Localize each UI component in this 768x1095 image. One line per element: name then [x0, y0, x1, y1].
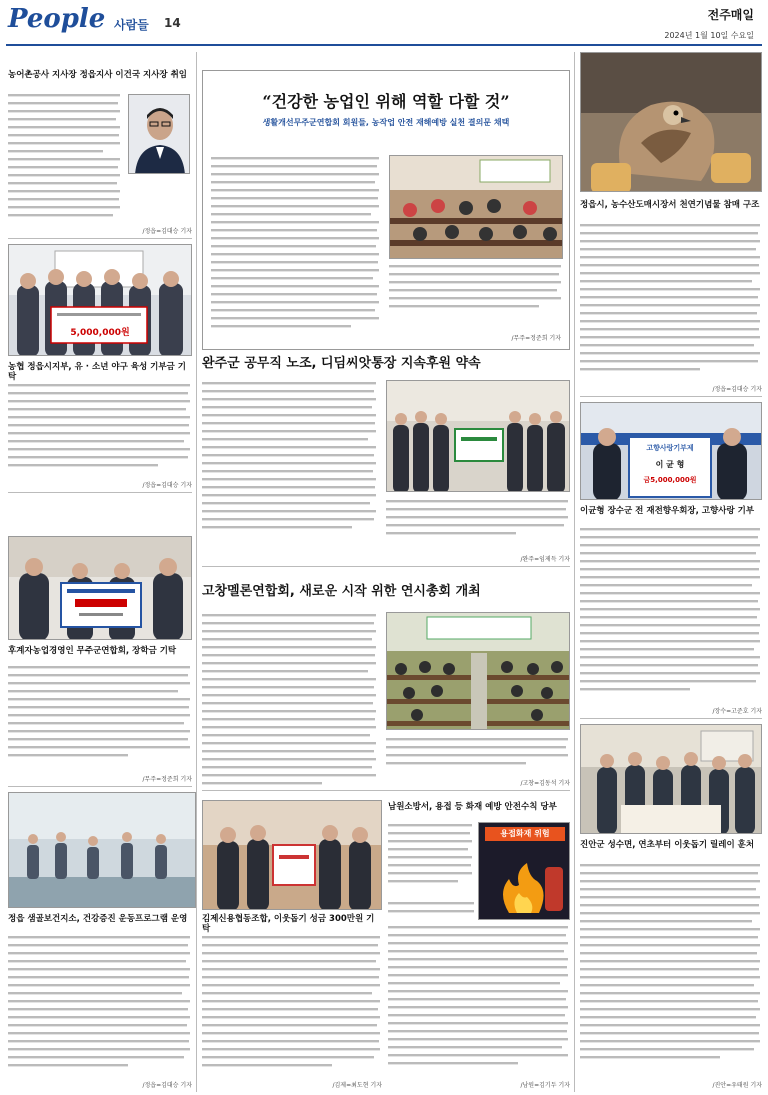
meeting-photo: [387, 613, 570, 730]
byline: /정읍=김대승 기자: [142, 482, 192, 489]
divider: [8, 492, 192, 493]
group-photo: [203, 801, 382, 910]
article-jeongeup-director: [8, 70, 192, 80]
article-body: [580, 526, 762, 704]
text-lines: [211, 155, 381, 340]
text-lines: [389, 263, 563, 333]
group-photo: [581, 725, 762, 834]
article-title: 농협 정읍시지부, 유 · 소년 야구 육성 기부금 기탁: [8, 362, 186, 383]
byline: /고창=김동석 기자: [520, 780, 570, 787]
divider: [8, 238, 192, 239]
article-body: [580, 862, 762, 1072]
article-title: 고창멜론연합회, 새로운 시작 위한 연시총회 개최: [202, 584, 481, 599]
group-photo: [387, 381, 570, 492]
article-body: [202, 380, 378, 538]
text-lines: [8, 382, 192, 478]
photo-exercise-program: [8, 792, 196, 908]
issue-date: 2024년 1월 10일 수요일: [664, 31, 754, 40]
donation-amount: 5,000,000원: [70, 328, 130, 338]
article-body: [211, 155, 381, 340]
article-body: [580, 222, 762, 382]
text-lines: [8, 934, 192, 1076]
text-lines: [202, 612, 378, 790]
byline: /무주=정준희 기자: [142, 776, 192, 783]
byline: /정읍=김대승 기자: [712, 386, 762, 393]
byline: /정읍=김대승 기자: [142, 228, 192, 235]
photo-hawk-rescue: [580, 52, 762, 192]
hawk-icon: [581, 53, 762, 192]
photo-seongsu-donation: [580, 724, 762, 834]
article-body-cont: [389, 263, 563, 333]
section-title-ko: 사람들: [114, 18, 149, 32]
text-lines: [8, 92, 122, 232]
text-lines: [202, 380, 378, 538]
article-title: 진안군 성수면, 연초부터 이웃돕기 릴레이 훈처: [580, 840, 755, 850]
article-title: 후계자농업경영인 무주군연합회, 장학금 기탁: [8, 646, 177, 656]
photo-melon-meeting: [386, 612, 570, 730]
text-lines: [202, 934, 382, 1076]
text-lines: [388, 900, 570, 1076]
photo-hometown-donation: [580, 402, 762, 500]
donation-card-amount: 금5,000,000원: [643, 476, 697, 484]
byline: /정읍=김대승 기자: [142, 1082, 192, 1089]
text-lines: [386, 498, 570, 548]
article-body: [388, 822, 474, 894]
portrait-photo: [128, 94, 190, 174]
article-body: [8, 664, 192, 772]
photo-nonghyup-donation: [8, 244, 192, 356]
photo-union-donation: [386, 380, 570, 492]
donation-card-name: 이 균 형: [655, 460, 685, 469]
text-lines: [580, 222, 762, 382]
article-title: 완주군 공무직 노조, 디딤씨앗통장 지속후원 약속: [202, 356, 481, 371]
text-lines: [580, 862, 762, 1072]
divider: [202, 566, 570, 567]
text-lines: [386, 736, 570, 776]
article-body: [202, 934, 382, 1076]
feature-quote: “건강한 농업인 위해 역할 다할 것”: [262, 92, 510, 111]
paper-name: 전주매일: [707, 8, 754, 22]
photo-scholarship: [8, 536, 192, 640]
page-number: 14: [164, 16, 181, 30]
column-rule: [574, 52, 575, 1092]
meeting-photo: [390, 156, 563, 259]
byline: /김제=최도현 기자: [332, 1082, 382, 1089]
article-title: 정읍 샘골보건지소, 건강증진 운동프로그램 운영: [8, 914, 188, 924]
person-icon: [129, 95, 190, 174]
byline: /남원=김기두 기자: [520, 1082, 570, 1089]
feature-box: [202, 70, 570, 350]
byline: /완주=임제득 기자: [520, 556, 570, 563]
feature-subhead: 생활개선무주군연합회 회원들, 농작업 안전 재해예방 실천 결의문 채택: [262, 118, 510, 127]
divider: [202, 790, 570, 791]
article-body: [8, 934, 192, 1076]
group-photo: [9, 537, 192, 640]
section-title: People: [8, 4, 106, 34]
divider: [580, 718, 762, 719]
gym-photo: [9, 793, 196, 908]
text-lines: [580, 526, 762, 704]
article-title: 김제신용협동조합, 이웃돕기 성금 300만원 기탁: [202, 914, 375, 935]
group-photo: [9, 245, 192, 356]
byline: /진안=우태원 기자: [712, 1082, 762, 1089]
byline: /무주=정준희 기자: [511, 335, 561, 342]
poster-title: 용접화재 위험: [500, 829, 550, 838]
article-body-cont: [386, 498, 570, 548]
byline: /장수=고준호 기자: [712, 708, 762, 715]
photo-farmers-meeting: [389, 155, 563, 259]
article-title: 이균형 장수군 전 재전향우회장, 고향사랑 기부: [580, 506, 755, 516]
article-title: 농어촌공사 지사장 정읍지사 이건국 지사장 취임: [8, 70, 188, 80]
article-body: [8, 92, 122, 232]
divider: [580, 396, 762, 397]
text-lines: [8, 664, 192, 772]
masthead: [6, 0, 762, 46]
article-body: [8, 382, 192, 478]
column-rule: [196, 52, 197, 1092]
article-body-cont: [386, 736, 570, 776]
photo-credit-union: [202, 800, 382, 910]
donation-card-title: 고향사랑기부제: [646, 444, 694, 452]
text-lines: [388, 822, 474, 894]
article-title: 정읍시, 농수산도매시장서 천연기념물 참매 구조: [580, 200, 760, 210]
article-title: 남원소방서, 용접 등 화재 예방 안전수칙 당부: [388, 802, 557, 812]
article-body-cont: [388, 900, 570, 1076]
article-body: [202, 612, 378, 790]
divider: [8, 786, 192, 787]
